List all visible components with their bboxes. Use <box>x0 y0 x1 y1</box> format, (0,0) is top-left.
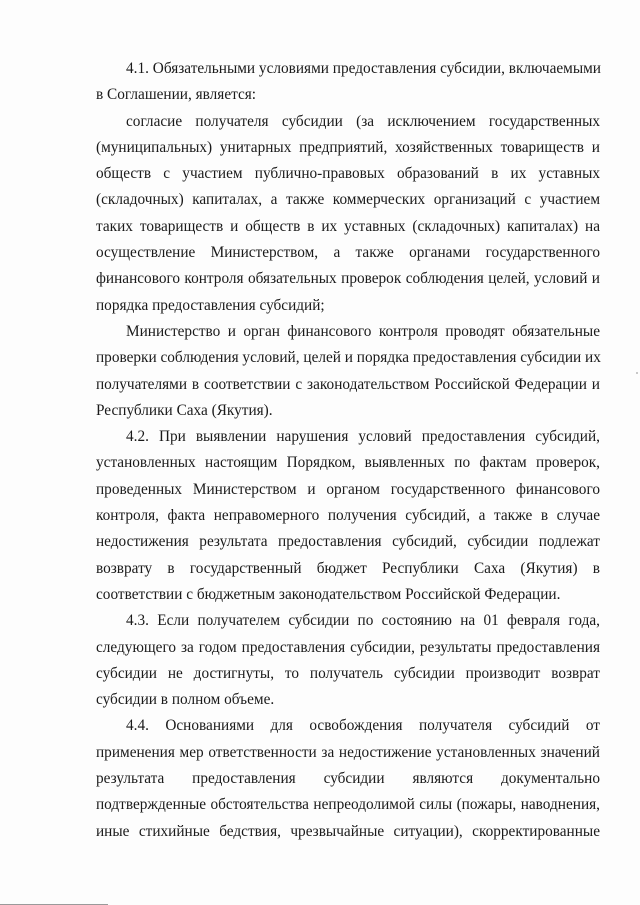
paragraph-4-4-line-1: 4.4. Основаниями для освобождения получателя субсидий от <box>126 717 600 735</box>
paragraph-4-3-line-2: следующего за годом предоставления субсидии, результаты предоставления <box>96 638 600 656</box>
consent-paragraph-line-8: порядка предоставления субсидий; <box>96 296 325 314</box>
paragraph-4-2-line-3: проведенных Министерством и органом государственного финансового <box>96 480 600 498</box>
ministry-paragraph-line-1: Министерство и орган финансового контроля проводят обязательные <box>126 322 600 340</box>
ministry-paragraph-line-3: получателями в соответствии с законодательством Российской Федерации и <box>96 375 600 393</box>
ministry-paragraph-line-4: Республики Саха (Якутия). <box>96 401 273 419</box>
paragraph-4-1-line-1: 4.1. Обязательными условиями предоставления субсидии, включаемыми <box>126 60 601 77</box>
consent-paragraph-line-1: согласие получателя субсидии (за исключением государственных <box>126 112 600 130</box>
paragraph-4-4-line-2: применения мер ответственности за недостижение установленных значений <box>96 743 600 761</box>
paragraph-4-3-line-4: субсидии в полном объеме. <box>96 691 275 709</box>
ministry-paragraph-line-2: проверки соблюдения условий, целей и порядка предоставления субсидии их <box>96 349 601 367</box>
consent-paragraph-line-4: (складочных) капиталах, а также коммерческих организаций с участием <box>96 191 600 209</box>
paragraph-4-2-line-4: контроля, факта неправомерного получения субсидий, а также в случае <box>96 507 600 525</box>
paragraph-4-2-line-7: соответствии с бюджетным законодательством Российской Федерации. <box>96 585 561 603</box>
document-body <box>96 56 600 845</box>
scan-speck <box>636 372 638 374</box>
paragraph-4-3-line-1: 4.3. Если получателем субсидии по состоянию на 01 февраля года, <box>126 612 600 630</box>
paragraph-4-3-line-3: субсидии не достигнуты, то получатель субсидии производит возврат <box>96 664 600 682</box>
paragraph-4-4-line-4: подтвержденные обстоятельства непреодолимой силы (пожары, наводнения, <box>96 796 600 814</box>
consent-paragraph-line-5: таких товариществ и обществ в их уставных (складочных) капиталах) на <box>96 217 600 235</box>
consent-paragraph-line-6: осуществление Министерством, а также органами государственного <box>96 244 600 262</box>
consent-paragraph-line-3: обществ с участием публично-правовых образований в их уставных <box>96 165 600 183</box>
paragraph-4-4-line-3: результата предоставления субсидии являются документально <box>96 770 600 788</box>
paragraph-4-2-line-1: 4.2. При выявлении нарушения условий предоставления субсидий, <box>126 428 600 446</box>
paragraph-4-2-line-5: недостижения результата предоставления субсидий, субсидии подлежат <box>96 533 600 551</box>
paragraph-4-2-line-6: возврату в государственный бюджет Республики Саха (Якутия) в <box>96 559 600 577</box>
consent-paragraph-line-7: финансового контроля обязательных проверок соблюдения целей, условий и <box>96 270 600 288</box>
paragraph-4-1-line-2: в Соглашении, является: <box>96 86 257 104</box>
paragraph-4-4-line-5: иные стихийные бедствия, чрезвычайные ситуации), скорректированные <box>96 822 600 840</box>
consent-paragraph-line-2: (муниципальных) унитарных предприятий, хозяйственных товариществ и <box>96 138 600 156</box>
paragraph-4-2-line-2: установленных настоящим Порядком, выявленных по фактам проверок, <box>96 454 600 472</box>
